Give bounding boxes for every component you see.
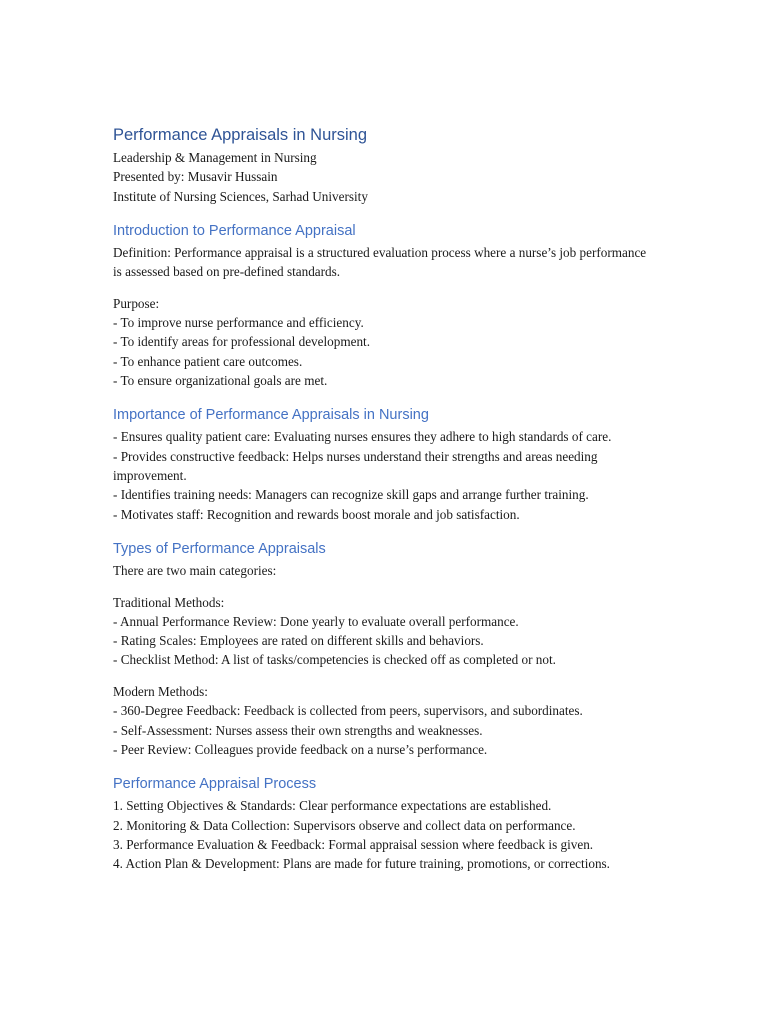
document-body [113,125,658,873]
body-text-line: - Self-Assessment: Nurses assess their own strengths and weaknesses. [113,722,483,738]
document-sections [113,222,658,874]
body-text-line: Purpose: [113,295,160,311]
body-text-line: - To identify areas for professional development. [113,334,371,350]
section-heading: Introduction to Performance Appraisal [113,222,356,239]
body-text-line: 2. Monitoring & Data Collection: Supervisors observe and collect data on performance. [113,817,576,833]
body-text-line: - Ensures quality patient care: Evaluating nurses ensures they adhere to high standards of care. [113,429,612,445]
body-text-line: - Peer Review: Colleagues provide feedback on a nurse’s performance. [113,742,488,757]
paragraph-spacer [113,670,658,682]
body-text-line: Definition: Performance appraisal is a structured evaluation process where a nurse’s job performance is assessed based on pre-defined standards. [113,244,647,280]
section-heading: Performance Appraisal Process [113,776,317,793]
body-text-line: 4. Action Plan & Development: Plans are made for future training, promotions, or corrections. [113,856,610,872]
body-text-line: - To ensure organizational goals are met. [113,373,328,389]
body-text-line: - Motivates staff: Recognition and rewards boost morale and job satisfaction. [113,506,520,522]
body-text-line: - To improve nurse performance and efficiency. [113,315,364,331]
body-text-line: - Annual Performance Review: Done yearly to evaluate overall performance. [113,613,519,629]
section-heading: Importance of Performance Appraisals in Nursing [113,407,429,424]
body-text-line: - Identifies training needs: Managers can recognize skill gaps and arrange further training. [113,487,589,503]
document-title: Performance Appraisals in Nursing [113,126,368,144]
subtitle-line: Leadership & Management in Nursing [113,150,317,165]
body-text-line: 3. Performance Evaluation & Feedback: Formal appraisal session where feedback is given. [113,836,594,852]
subtitle-line: Presented by: Musavir Hussain [113,169,278,185]
paragraph-spacer [113,580,658,592]
body-text-line: Traditional Methods: [113,594,225,610]
subtitle-line: Institute of Nursing Sciences, Sarhad University [113,188,368,204]
section-heading: Types of Performance Appraisals [113,540,326,557]
body-text-line: - Provides constructive feedback: Helps nurses understand their strengths and areas needing improvement. [113,448,598,483]
body-text-line: - Rating Scales: Employees are rated on different skills and behaviors. [113,633,484,649]
body-text-line: There are two main categories: [113,562,277,578]
body-text-line: - To enhance patient care outcomes. [113,353,303,369]
body-text-line: 1. Setting Objectives & Standards: Clear performance expectations are established. [113,798,552,814]
body-text-line: Modern Methods: [113,684,208,700]
body-text-line: - Checklist Method: A list of tasks/competencies is checked off as completed or not. [113,652,556,668]
paragraph-spacer [113,281,658,293]
body-text-line: - 360-Degree Feedback: Feedback is collected from peers, supervisors, and subordinates. [113,703,583,719]
